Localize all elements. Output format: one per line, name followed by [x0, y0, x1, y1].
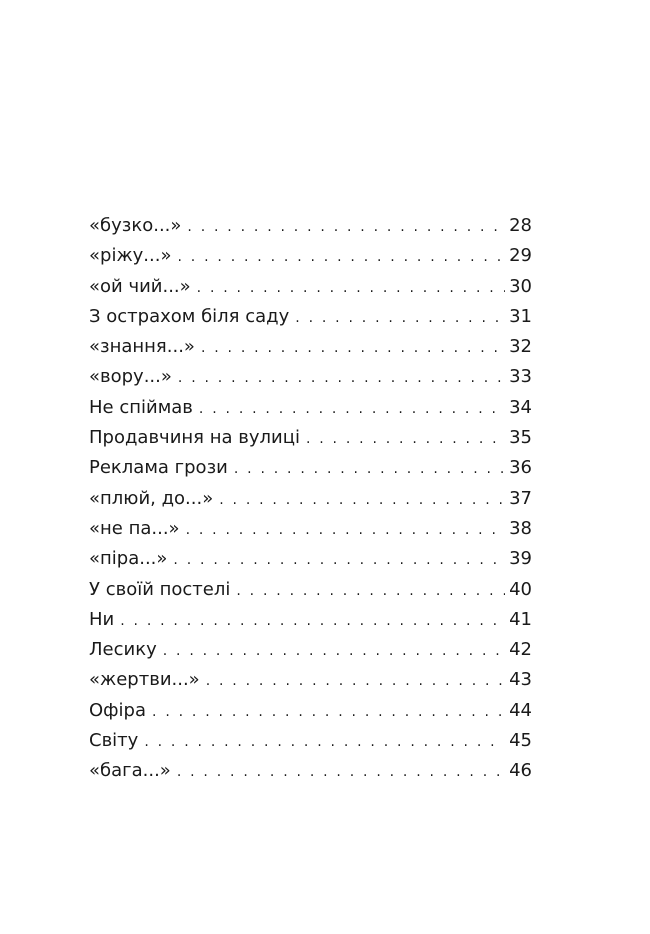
toc-dot-leader	[197, 273, 505, 303]
toc-entry[interactable]	[89, 514, 532, 544]
toc-entry-title: «бузко...»	[89, 215, 182, 236]
toc-dot-leader	[177, 757, 505, 787]
toc-dot-leader	[120, 606, 505, 636]
toc-entry[interactable]	[89, 544, 532, 574]
toc-entry-title: Світу	[89, 730, 139, 752]
toc-entry-page-number: 36	[509, 457, 532, 479]
toc-entry-title: «вору...»	[89, 366, 172, 388]
toc-entry-title: У своїй постелі	[89, 578, 231, 600]
toc-entry[interactable]	[89, 726, 532, 756]
table-of-contents	[89, 211, 532, 787]
toc-entry-title: «ой чий...»	[89, 275, 191, 297]
toc-entry[interactable]	[89, 453, 532, 483]
toc-dot-leader	[178, 242, 506, 272]
toc-entry[interactable]	[89, 756, 532, 786]
toc-dot-leader	[234, 454, 505, 484]
toc-entry[interactable]	[89, 635, 532, 665]
toc-entry-title: «ріжу...»	[89, 245, 172, 267]
toc-entry-page-number: 31	[509, 305, 532, 327]
toc-entry-page-number: 42	[509, 639, 532, 661]
toc-entry[interactable]	[89, 211, 532, 241]
toc-entry-title: «плюй, до...»	[89, 487, 214, 509]
toc-entry-page-number: 43	[509, 669, 532, 691]
toc-entry-page-number: 44	[509, 699, 532, 721]
toc-dot-leader	[186, 515, 506, 545]
toc-entry[interactable]	[89, 696, 532, 726]
toc-entry-page-number: 28	[509, 215, 532, 236]
toc-entry-title: «піра...»	[89, 548, 168, 570]
toc-entry-title: «бага...»	[89, 760, 171, 782]
toc-entry[interactable]	[89, 393, 532, 423]
toc-dot-leader	[178, 363, 505, 393]
toc-entry-page-number: 45	[509, 730, 532, 752]
toc-entry[interactable]	[89, 423, 532, 453]
toc-entry[interactable]	[89, 484, 532, 514]
toc-dot-leader	[219, 485, 505, 515]
toc-entry-page-number: 37	[509, 487, 532, 509]
toc-entry-page-number: 34	[509, 396, 532, 418]
toc-entry[interactable]	[89, 332, 532, 362]
toc-entry-page-number: 35	[509, 427, 532, 449]
toc-entry-title: «не па...»	[89, 517, 180, 539]
toc-entry[interactable]	[89, 272, 532, 302]
toc-dot-leader	[199, 394, 505, 424]
toc-dot-leader	[295, 303, 505, 333]
toc-entry[interactable]	[89, 302, 532, 332]
toc-entry-title: Лесику	[89, 639, 157, 661]
toc-entry-title: «знання...»	[89, 336, 195, 358]
toc-dot-leader	[163, 636, 505, 666]
toc-entry-page-number: 40	[509, 578, 532, 600]
toc-entry[interactable]	[89, 605, 532, 635]
toc-entry-title: Ни	[89, 608, 115, 630]
toc-entry-page-number: 29	[509, 245, 532, 267]
toc-entry-title: Не спіймав	[89, 396, 193, 418]
toc-dot-leader	[144, 727, 505, 757]
toc-entry-page-number: 30	[509, 275, 532, 297]
toc-dot-leader	[152, 697, 505, 727]
toc-entry[interactable]	[89, 362, 532, 392]
toc-entry-title: З острахом біля саду	[89, 305, 290, 327]
toc-entry[interactable]	[89, 665, 532, 695]
toc-entry-page-number: 33	[509, 366, 532, 388]
toc-entry-title: Реклама грози	[89, 457, 228, 479]
toc-entry-title: «жертви...»	[89, 669, 200, 691]
toc-dot-leader	[236, 576, 505, 606]
toc-dot-leader	[206, 666, 505, 696]
toc-entry-page-number: 46	[509, 760, 532, 782]
toc-dot-leader	[201, 333, 505, 363]
toc-entry-page-number: 38	[509, 517, 532, 539]
toc-entry[interactable]	[89, 241, 532, 271]
toc-dot-leader	[306, 424, 505, 454]
toc-entry-title: Офіра	[89, 699, 147, 721]
toc-entry-page-number: 39	[509, 548, 532, 570]
toc-entry[interactable]	[89, 575, 532, 605]
toc-dot-leader	[187, 212, 505, 242]
toc-entry-page-number: 41	[509, 608, 532, 630]
toc-dot-leader	[173, 545, 505, 575]
toc-entry-title: Продавчиня на вулиці	[89, 427, 300, 449]
toc-entry-page-number: 32	[509, 336, 532, 358]
